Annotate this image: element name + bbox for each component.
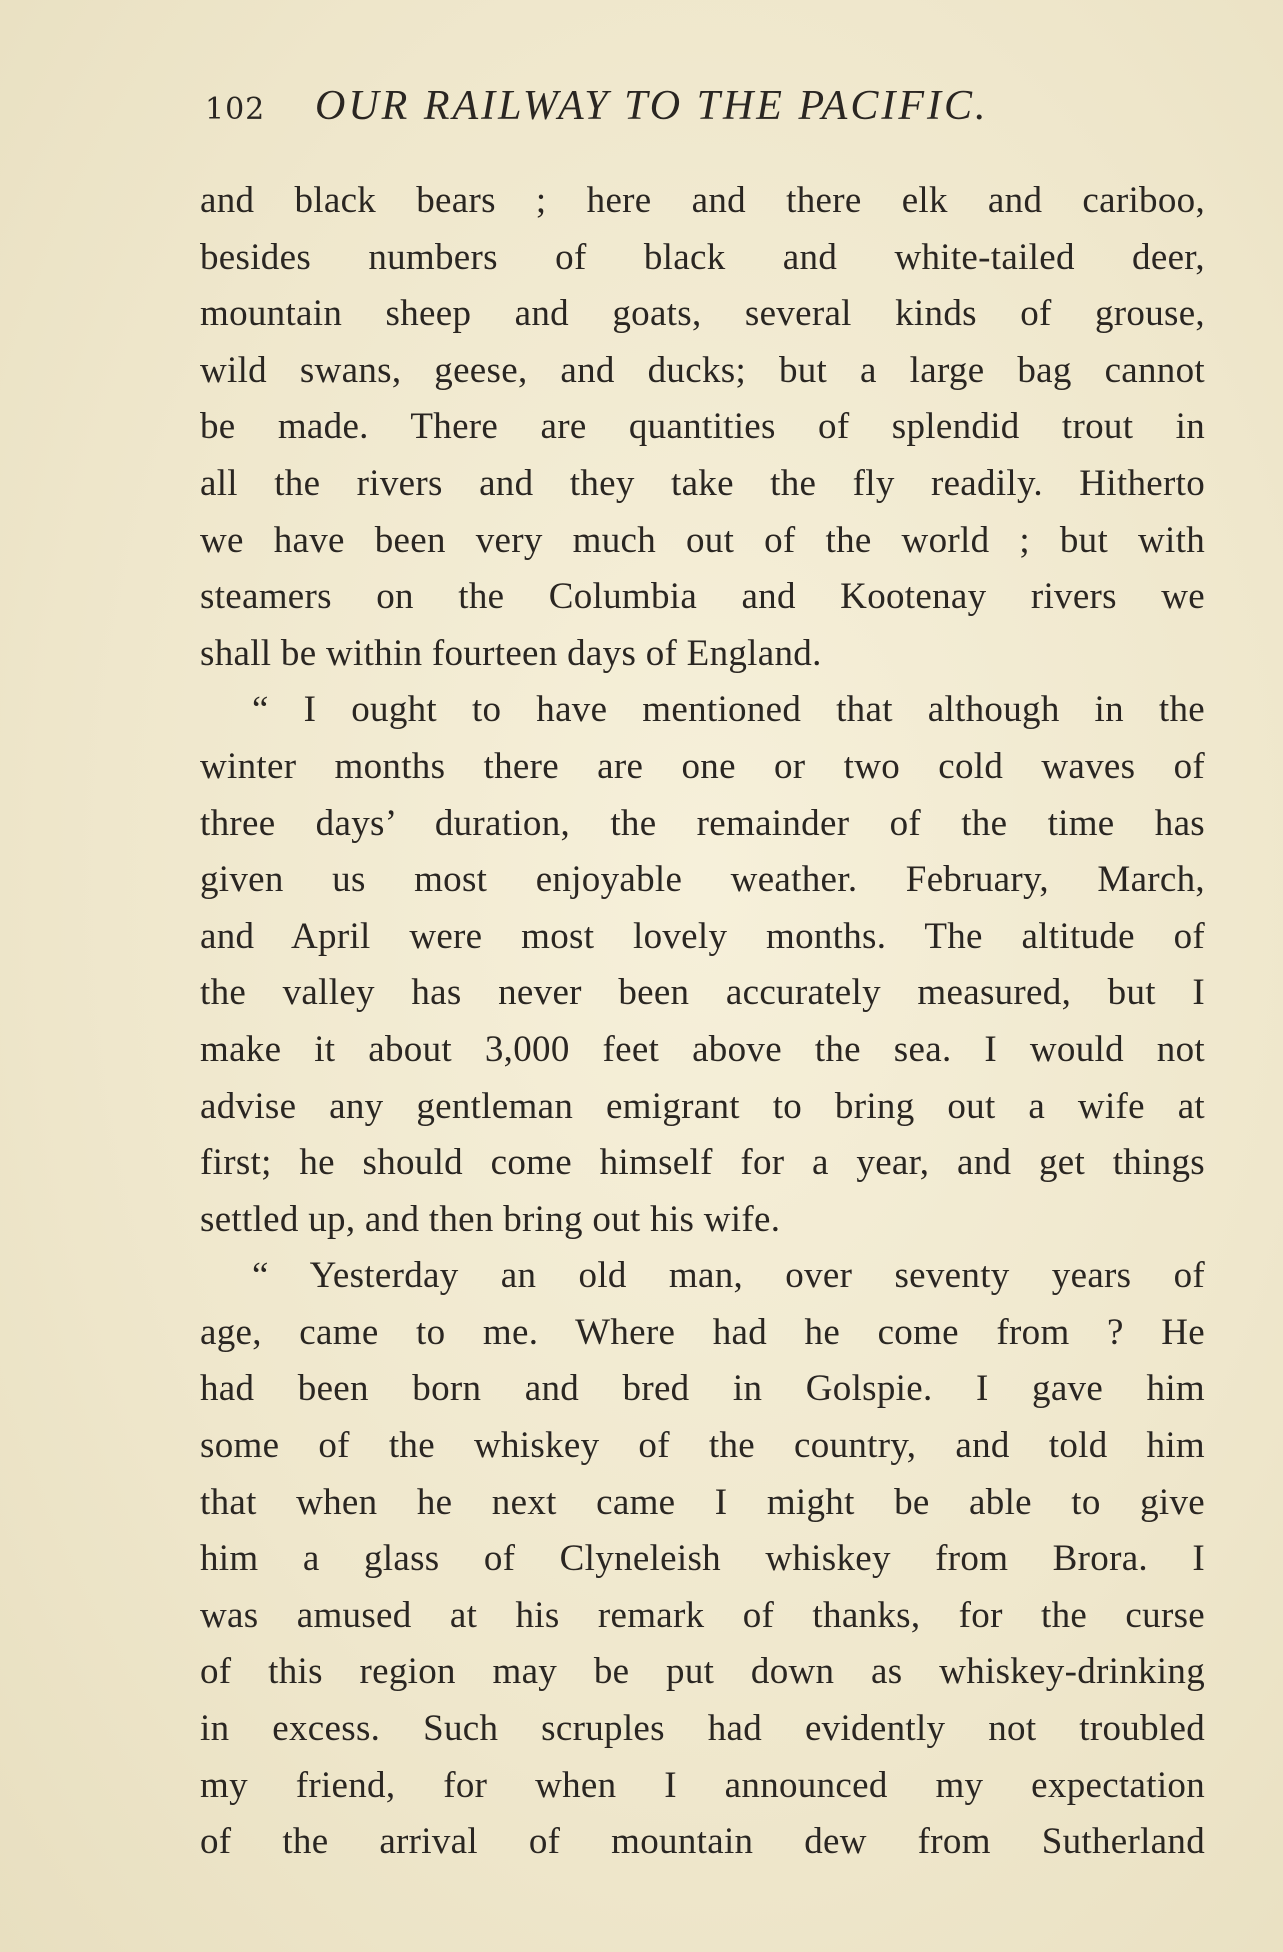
text-line: all the rivers and they take the fly readily. Hitherto [200, 462, 1205, 504]
text-line: first; he should come himself for a year, and get things [200, 1142, 1205, 1184]
running-head [205, 82, 1085, 132]
text-line: was amused at his remark of thanks, for the curse [200, 1594, 1205, 1636]
text-line: had been born and bred in Golspie. I gave him [200, 1368, 1205, 1410]
text-line: age, came to me. Where had he come from ? He [200, 1311, 1205, 1353]
text-line: mountain sheep and goats, several kinds of grouse, [200, 293, 1205, 335]
text-line: winter months there are one or two cold waves of [200, 745, 1205, 787]
text-line: wild swans, geese, and ducks; but a large bag cannot [200, 349, 1205, 391]
text-line: that when he next came I might be able to give [200, 1481, 1205, 1523]
text-line: three days’ duration, the remainder of the time has [200, 802, 1205, 844]
text-line: and April were most lovely months. The altitude of [200, 915, 1205, 957]
text-line: and black bears ; here and there elk and cariboo, [200, 180, 1205, 221]
text-line: make it about 3,000 feet above the sea. I would not [200, 1028, 1205, 1070]
text-line: some of the whiskey of the country, and told him [200, 1425, 1205, 1467]
text-line: of the arrival of mountain dew from Sutherland [200, 1821, 1205, 1863]
text-line: given us most enjoyable weather. February, March, [200, 859, 1205, 901]
text-line: we have been very much out of the world ; but with [200, 519, 1205, 561]
text-line: advise any gentleman emigrant to bring out a wife at [200, 1085, 1205, 1127]
text-line: of this region may be put down as whiskey-drinking [200, 1651, 1205, 1693]
text-line: the valley has never been accurately measured, but I [200, 972, 1205, 1014]
body-text [200, 173, 1205, 1871]
text-line: him a glass of Clyneleish whiskey from Brora. I [200, 1538, 1205, 1580]
page-number: 102 [205, 92, 266, 127]
text-line: “ I ought to have mentioned that although in the [252, 689, 1205, 731]
text-line: besides numbers of black and white-tailed deer, [200, 236, 1205, 278]
text-line: my friend, for when I announced my expectation [200, 1764, 1205, 1806]
text-line: in excess. Such scruples had evidently not troubled [200, 1708, 1205, 1750]
text-line: settled up, and then bring out his wife. [200, 1198, 781, 1240]
text-line: shall be within fourteen days of England. [200, 632, 822, 674]
running-title: OUR RAILWAY TO THE PACIFIC. [315, 83, 989, 129]
text-line: be made. There are quantities of splendid trout in [200, 406, 1205, 448]
text-line: “ Yesterday an old man, over seventy years of [252, 1255, 1205, 1297]
text-line: steamers on the Columbia and Kootenay rivers we [200, 576, 1205, 618]
